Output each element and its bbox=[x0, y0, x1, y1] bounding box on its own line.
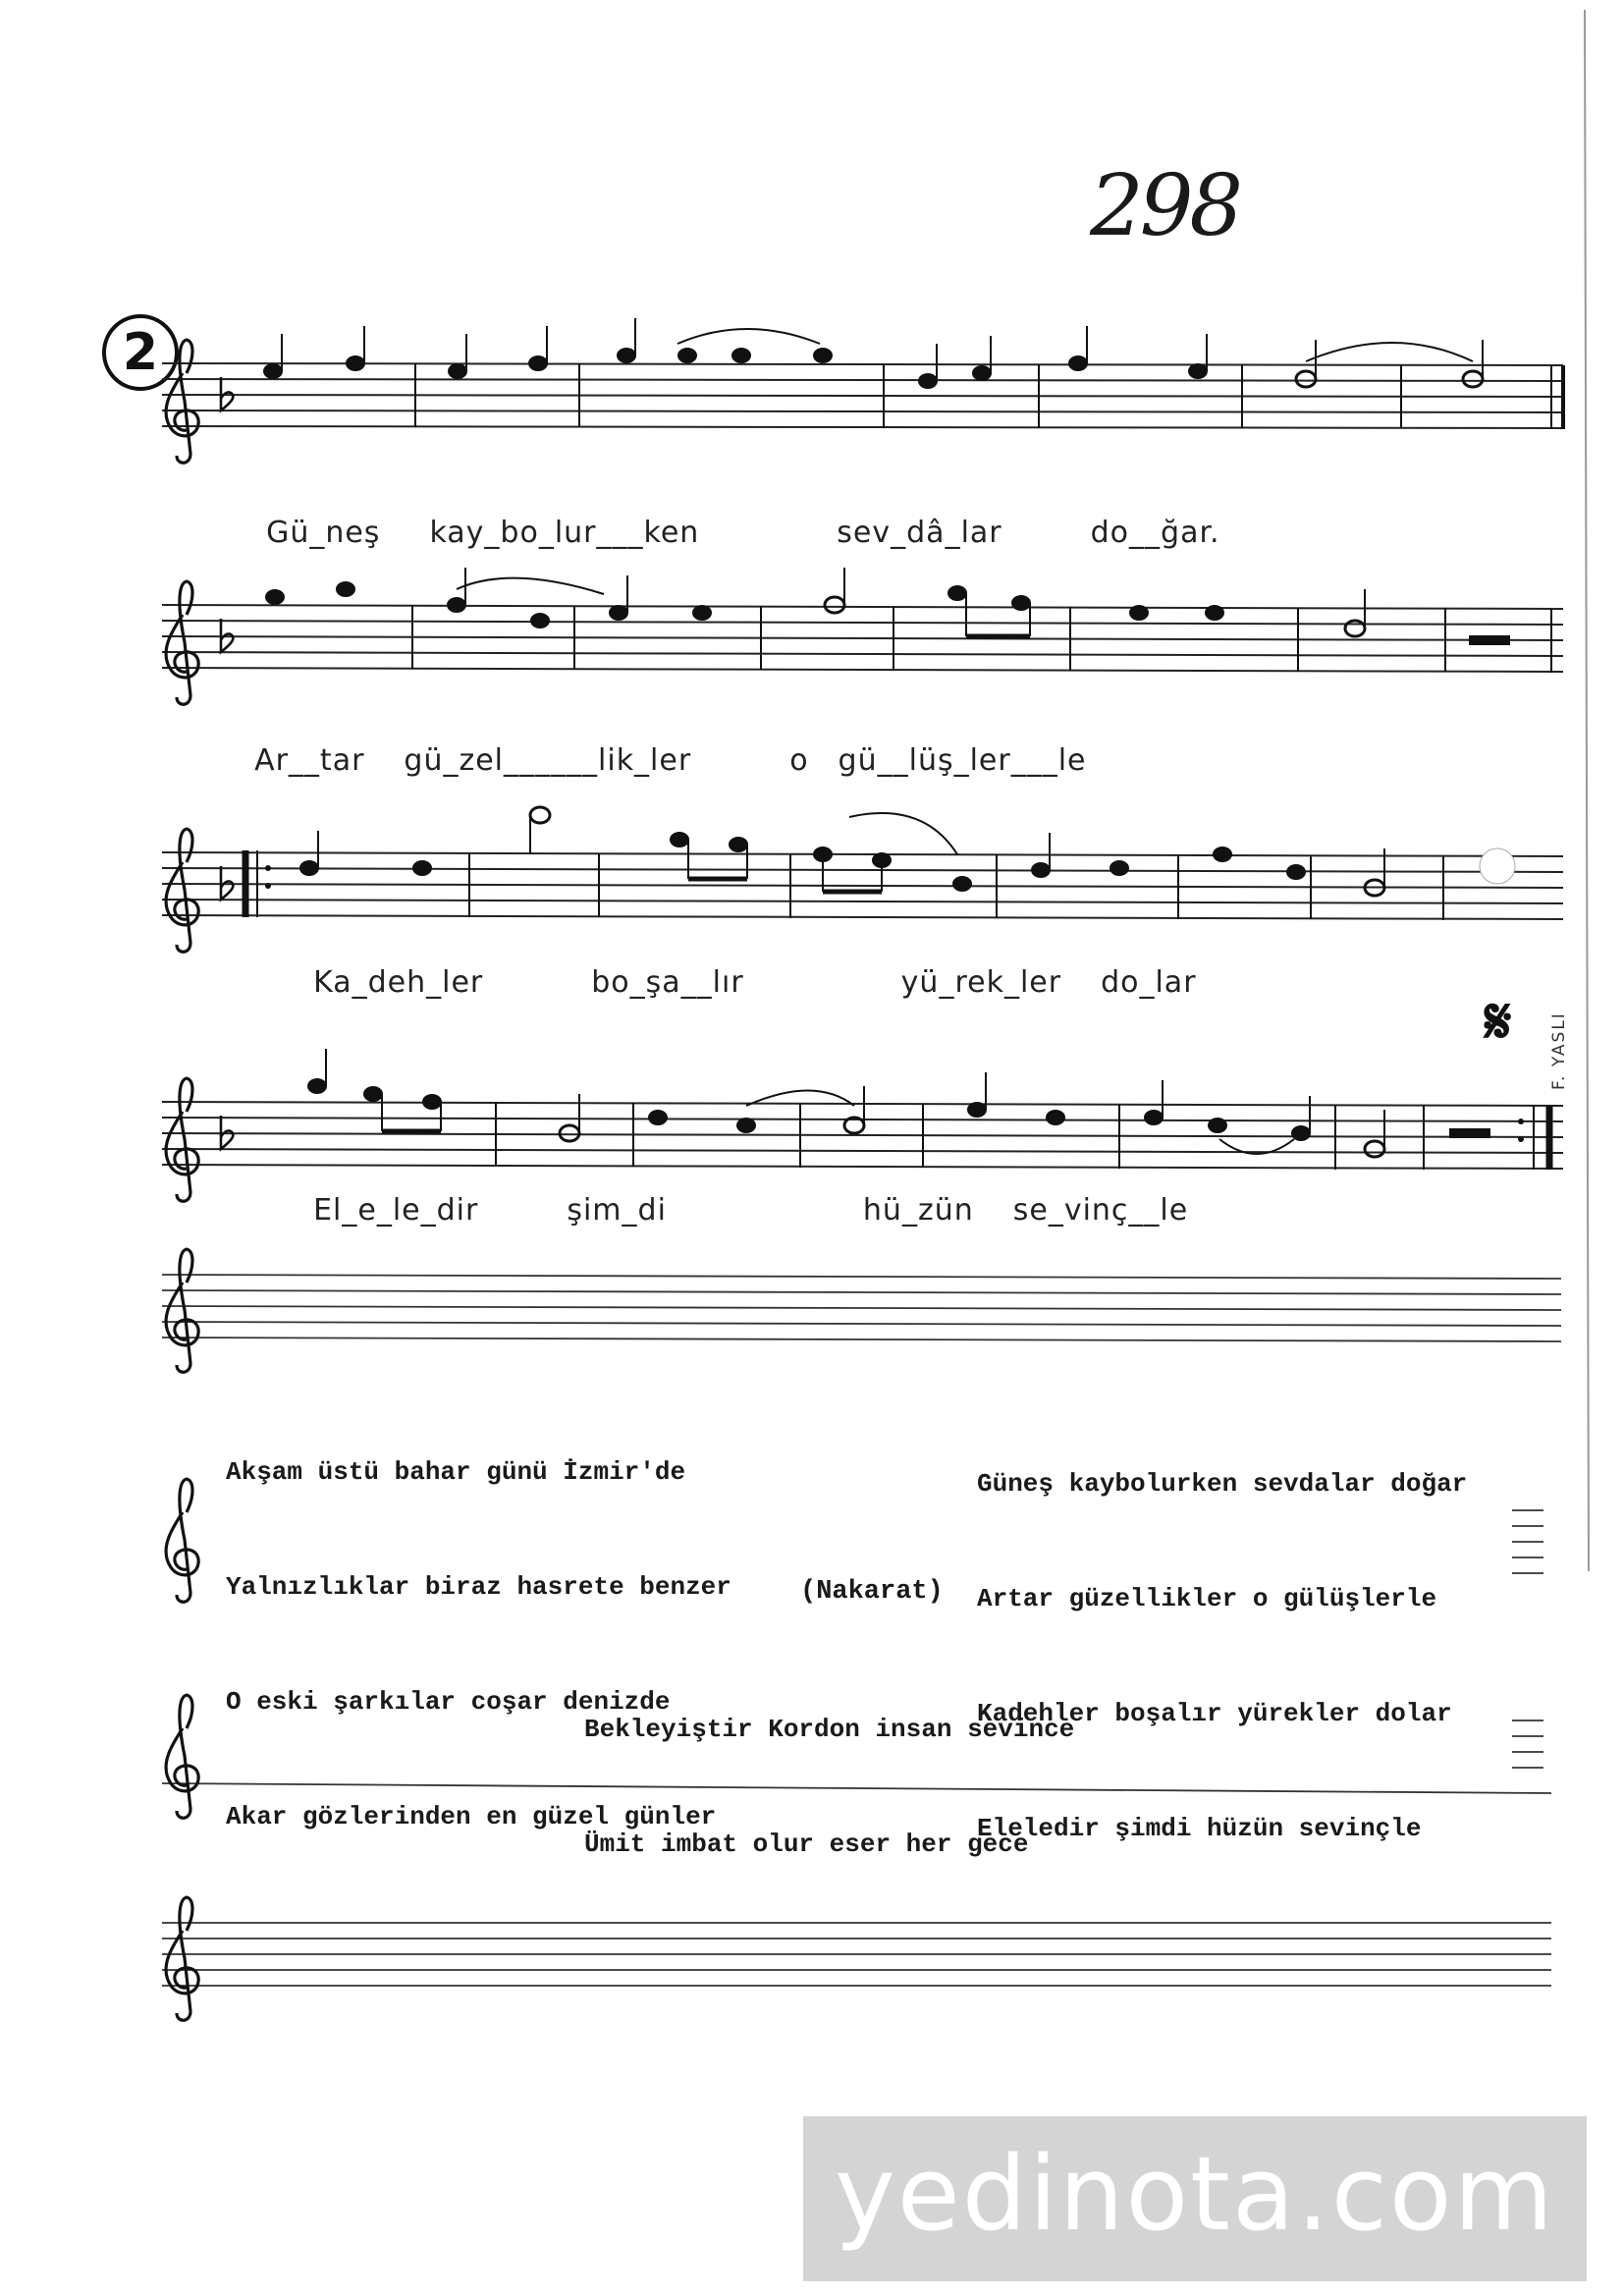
poem-line: Bekleyiştir Kordon insan sevince bbox=[584, 1715, 1075, 1744]
flat-icon bbox=[221, 1116, 233, 1149]
nakarat-label: (Nakarat) bbox=[800, 1577, 944, 1607]
staff-1 bbox=[162, 318, 1563, 463]
flat-icon bbox=[221, 866, 233, 900]
staff-2 bbox=[162, 568, 1563, 704]
poem-line: Akşam üstü bahar günü İzmir'de bbox=[226, 1457, 686, 1487]
composer-signature: F. YASLI bbox=[1549, 1011, 1569, 1090]
lyrics-line-2 bbox=[234, 709, 1087, 778]
treble-clef-icon bbox=[166, 1479, 198, 1602]
lyric: Ka_deh_ler bbox=[313, 965, 484, 1000]
nakarat-verse bbox=[584, 1634, 1074, 1902]
flat-icon bbox=[221, 377, 233, 410]
flat-icon bbox=[221, 619, 233, 652]
lyric: o bbox=[789, 743, 809, 778]
lyric: do__ğar. bbox=[1090, 516, 1220, 550]
empty-staff-8 bbox=[162, 1923, 1551, 1986]
treble-clef-icon bbox=[166, 1078, 198, 1201]
poem-line: O eski şarkılar coşar denizde bbox=[226, 1687, 671, 1717]
poem-line: Eleledir şimdi hüzün sevinçle bbox=[977, 1814, 1422, 1843]
page-number: 298 bbox=[1090, 157, 1240, 255]
empty-staff-6-right-fragment bbox=[1512, 1510, 1543, 1573]
treble-clef-icon bbox=[166, 1249, 198, 1372]
watermark-banner bbox=[803, 2116, 1587, 2281]
lyrics-line-3 bbox=[293, 931, 1197, 1000]
lyric: hü_zün bbox=[862, 1193, 974, 1228]
empty-staff-5 bbox=[162, 1275, 1561, 1341]
watermark-text: yedinota.com bbox=[835, 2134, 1555, 2254]
section-number: 2 bbox=[102, 314, 179, 391]
poem-line: Artar güzellikler o gülüşlerle bbox=[977, 1584, 1437, 1613]
lyric: sev_dâ_lar bbox=[837, 516, 1002, 550]
treble-clef-icon bbox=[166, 1897, 198, 2020]
poem-line: Güneş kaybolurken sevdalar doğar bbox=[977, 1469, 1468, 1499]
poem-line: Yalnızlıklar biraz hasrete benzer bbox=[226, 1572, 731, 1602]
poem-line: Akar gözlerinden en güzel günler bbox=[226, 1802, 717, 1831]
segno-icon: 𝄋 bbox=[1485, 985, 1512, 1059]
lyrics-line-4 bbox=[293, 1159, 1188, 1228]
lyric: do_lar bbox=[1101, 965, 1197, 1000]
lyric: kay_bo_lur___ken bbox=[429, 516, 700, 550]
lyric: se_vinç__le bbox=[1012, 1193, 1189, 1228]
lyric: yü_rek_ler bbox=[900, 965, 1062, 1000]
lyric: Ar__tar bbox=[254, 743, 365, 778]
poem-line: Kadehler boşalır yürekler dolar bbox=[977, 1699, 1452, 1728]
lyrics-line-1 bbox=[245, 481, 1220, 550]
lyric: gü_zel______lik_ler bbox=[404, 743, 692, 778]
poem-line: Ümit imbat olur eser her gece bbox=[584, 1830, 1029, 1859]
treble-clef-icon bbox=[166, 1695, 198, 1818]
lyric: bo_şa__lır bbox=[591, 965, 744, 1000]
lyric: şim_di bbox=[567, 1193, 667, 1228]
lyric: El_e_le_dir bbox=[313, 1193, 479, 1228]
lyric: gü__lüş_ler___le bbox=[838, 743, 1087, 778]
lyric: Gü_neş bbox=[266, 516, 381, 550]
treble-clef-icon bbox=[166, 340, 198, 463]
treble-clef-icon bbox=[166, 829, 198, 952]
treble-clef-icon bbox=[166, 581, 198, 704]
